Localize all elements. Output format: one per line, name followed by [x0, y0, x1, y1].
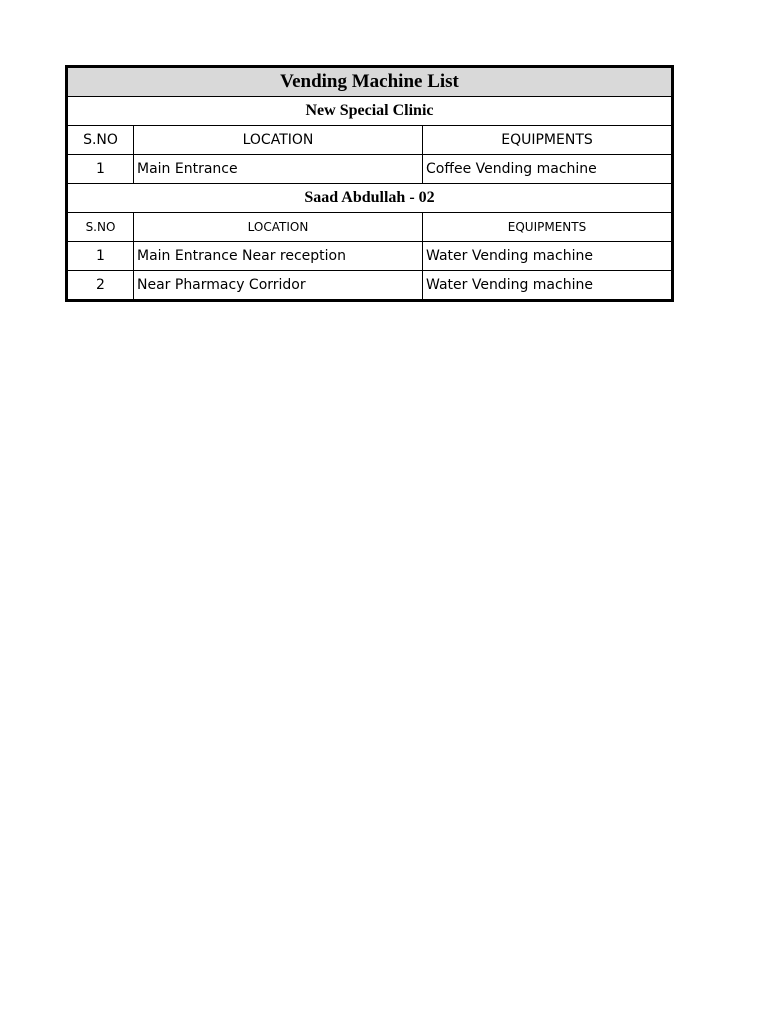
section-header-row [68, 97, 672, 126]
section-header-row [68, 184, 672, 213]
section-title-new-special-clinic: New Special Clinic [68, 97, 672, 126]
column-header-equipments: EQUIPMENTS [423, 213, 672, 242]
cell-equipment: Water Vending machine [423, 242, 672, 271]
column-header-sno: S.NO [68, 213, 134, 242]
cell-location: Main Entrance Near reception [134, 242, 423, 271]
cell-equipment: Water Vending machine [423, 271, 672, 300]
section-title-saad-abdullah: Saad Abdullah - 02 [68, 184, 672, 213]
column-header-location: LOCATION [134, 213, 423, 242]
table-row [68, 271, 672, 300]
column-header-location: LOCATION [134, 126, 423, 155]
vending-table-grid [67, 67, 672, 300]
table-title: Vending Machine List [68, 68, 672, 97]
cell-sno: 2 [68, 271, 134, 300]
column-header-equipments: EQUIPMENTS [423, 126, 672, 155]
cell-sno: 1 [68, 155, 134, 184]
title-row [68, 68, 672, 97]
cell-sno: 1 [68, 242, 134, 271]
cell-location: Near Pharmacy Corridor [134, 271, 423, 300]
table-row [68, 155, 672, 184]
table-row [68, 242, 672, 271]
column-header-row [68, 126, 672, 155]
column-header-sno: S.NO [68, 126, 134, 155]
cell-equipment: Coffee Vending machine [423, 155, 672, 184]
vending-machine-table [65, 65, 674, 302]
cell-location: Main Entrance [134, 155, 423, 184]
column-header-row [68, 213, 672, 242]
